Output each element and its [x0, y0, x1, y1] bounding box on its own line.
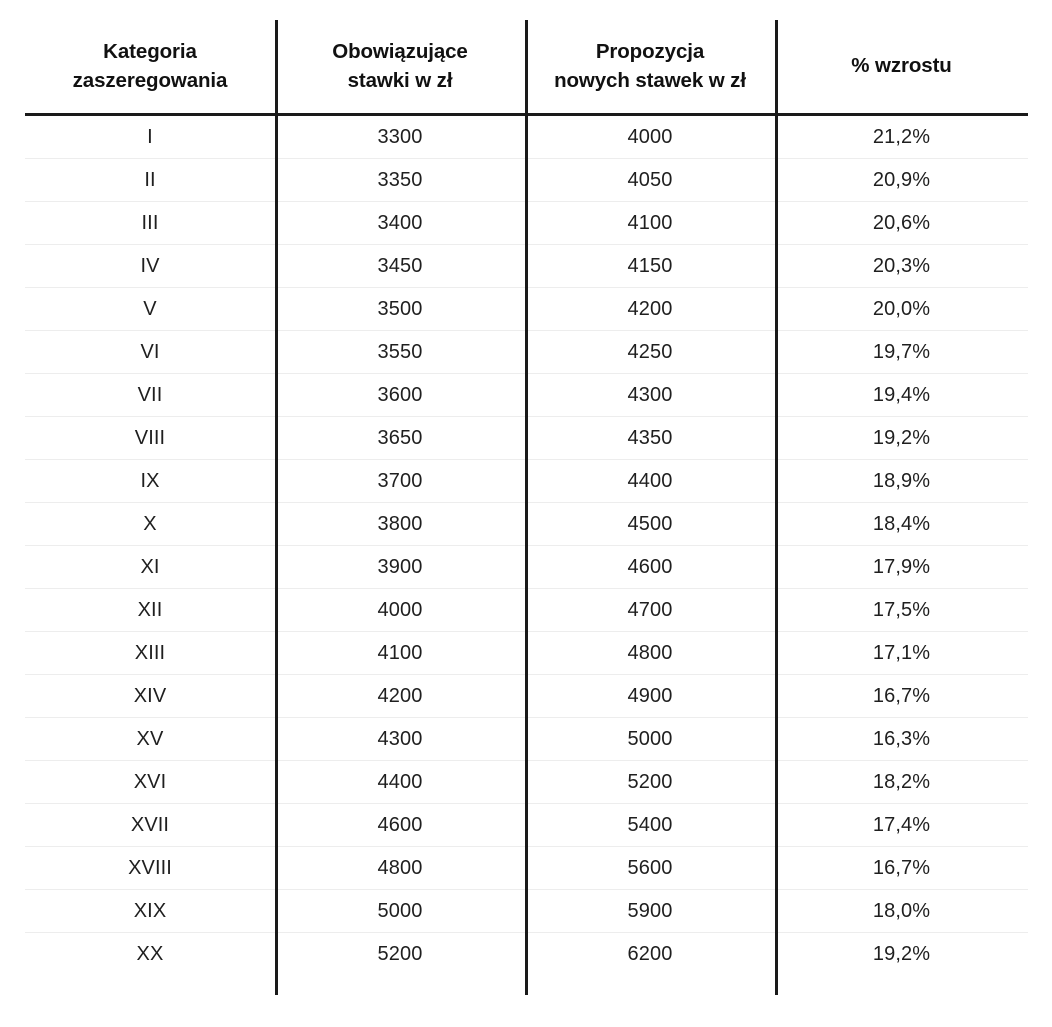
- cell-obowiazujace: 3400: [377, 211, 423, 234]
- cell-kategoria: XIV: [133, 684, 167, 707]
- cell-propozycja: 6200: [627, 943, 673, 965]
- cell-kategoria: XI: [140, 555, 160, 578]
- cell-wzrost: 19,2%: [872, 426, 931, 449]
- cell-propozycja: 4500: [627, 512, 673, 535]
- cell-propozycja: 4150: [627, 254, 673, 277]
- column-header-obowiazujace-line1: Obowiązujące: [332, 40, 468, 64]
- cell-kategoria: IV: [140, 254, 160, 277]
- cell-wzrost: 18,4%: [872, 512, 931, 535]
- cell-wzrost: 20,3%: [872, 254, 931, 277]
- cell-obowiazujace: 5000: [377, 899, 423, 922]
- cell-obowiazujace: 3450: [377, 254, 423, 277]
- cell-obowiazujace: 4000: [377, 598, 423, 621]
- cell-kategoria: XVI: [133, 770, 167, 793]
- cell-obowiazujace: 3300: [377, 125, 423, 148]
- cell-kategoria: XX: [136, 943, 164, 965]
- cell-obowiazujace: 4800: [377, 856, 423, 879]
- column-divider-1: [275, 20, 278, 995]
- cell-propozycja: 5400: [627, 813, 673, 836]
- cell-propozycja: 4350: [627, 426, 673, 449]
- cell-propozycja: 4800: [627, 641, 673, 664]
- cell-wzrost: 20,0%: [872, 297, 931, 320]
- column-header-wzrostu: [775, 20, 1028, 113]
- cell-propozycja: 4000: [627, 125, 673, 148]
- cell-propozycja: 4700: [627, 598, 673, 621]
- cell-propozycja: 5200: [627, 770, 673, 793]
- cell-wzrost: 17,9%: [872, 555, 931, 578]
- cell-wzrost: 16,7%: [872, 684, 931, 707]
- cell-obowiazujace: 4100: [377, 641, 423, 664]
- cell-propozycja: 5000: [627, 727, 673, 750]
- cell-kategoria: VII: [137, 383, 163, 406]
- cell-obowiazujace: 5200: [377, 943, 423, 965]
- cell-obowiazujace: 3600: [377, 383, 423, 406]
- cell-wzrost: 18,2%: [872, 770, 931, 793]
- cell-kategoria: V: [143, 297, 157, 320]
- cell-wzrost: 19,2%: [872, 943, 931, 965]
- cell-obowiazujace: 3800: [377, 512, 423, 535]
- cell-propozycja: 5900: [627, 899, 673, 922]
- cell-kategoria: I: [147, 125, 153, 148]
- cell-obowiazujace: 3900: [377, 555, 423, 578]
- cell-obowiazujace: 4200: [377, 684, 423, 707]
- cell-obowiazujace: 4400: [377, 770, 423, 793]
- column-header-kategoria-line2: zaszeregowania: [72, 68, 228, 92]
- cell-kategoria: IX: [140, 469, 160, 492]
- column-header-propozycja-line1: Propozycja: [595, 40, 705, 64]
- cell-wzrost: 20,9%: [872, 168, 931, 191]
- cell-kategoria: X: [143, 512, 157, 535]
- cell-wzrost: 21,2%: [872, 125, 931, 148]
- cell-obowiazujace: 4600: [377, 813, 423, 836]
- column-header-propozycja: [525, 20, 775, 113]
- cell-kategoria: XIII: [134, 641, 166, 664]
- cell-propozycja: 4600: [627, 555, 673, 578]
- cell-obowiazujace: 3550: [377, 340, 423, 363]
- column-header-obowiazujace-line2: stawki w zł: [347, 68, 453, 92]
- cell-obowiazujace: 3700: [377, 469, 423, 492]
- column-header-kategoria-line1: Kategoria: [103, 40, 197, 64]
- cell-kategoria: XVIII: [128, 856, 172, 879]
- cell-wzrost: 18,9%: [872, 469, 931, 492]
- cell-wzrost: 19,4%: [872, 383, 931, 406]
- column-divider-2: [525, 20, 528, 995]
- column-divider-3: [775, 20, 778, 995]
- column-header-propozycja-line2: nowych stawek w zł: [554, 68, 746, 92]
- cell-obowiazujace: 4300: [377, 727, 423, 750]
- cell-wzrost: 17,4%: [872, 813, 931, 836]
- cell-kategoria: II: [144, 168, 156, 191]
- cell-wzrost: 16,3%: [872, 727, 931, 750]
- cell-propozycja: 5600: [627, 856, 673, 879]
- cell-propozycja: 4050: [627, 168, 673, 191]
- cell-propozycja: 4100: [627, 211, 673, 234]
- cell-kategoria: VI: [140, 340, 160, 363]
- cell-obowiazujace: 3500: [377, 297, 423, 320]
- cell-obowiazujace: 3650: [377, 426, 423, 449]
- cell-kategoria: XV: [136, 727, 164, 750]
- column-header-wzrostu-line1: % wzrostu: [851, 54, 952, 78]
- cell-wzrost: 16,7%: [872, 856, 931, 879]
- cell-propozycja: 4900: [627, 684, 673, 707]
- cell-kategoria: XIX: [133, 899, 167, 922]
- cell-propozycja: 4400: [627, 469, 673, 492]
- salary-grade-table: [25, 20, 1028, 976]
- column-header-obowiazujace: [275, 20, 525, 113]
- cell-obowiazujace: 3350: [377, 168, 423, 191]
- cell-propozycja: 4250: [627, 340, 673, 363]
- cell-wzrost: 17,5%: [872, 598, 931, 621]
- cell-kategoria: VIII: [134, 426, 166, 449]
- cell-wzrost: 20,6%: [872, 211, 931, 234]
- cell-wzrost: 19,7%: [872, 340, 931, 363]
- cell-propozycja: 4300: [627, 383, 673, 406]
- cell-wzrost: 18,0%: [872, 899, 931, 922]
- cell-kategoria: XII: [137, 598, 163, 621]
- cell-wzrost: 17,1%: [872, 641, 931, 664]
- column-header-kategoria: [25, 20, 275, 113]
- cell-kategoria: III: [141, 211, 159, 234]
- cell-kategoria: XVII: [130, 813, 170, 836]
- cell-propozycja: 4200: [627, 297, 673, 320]
